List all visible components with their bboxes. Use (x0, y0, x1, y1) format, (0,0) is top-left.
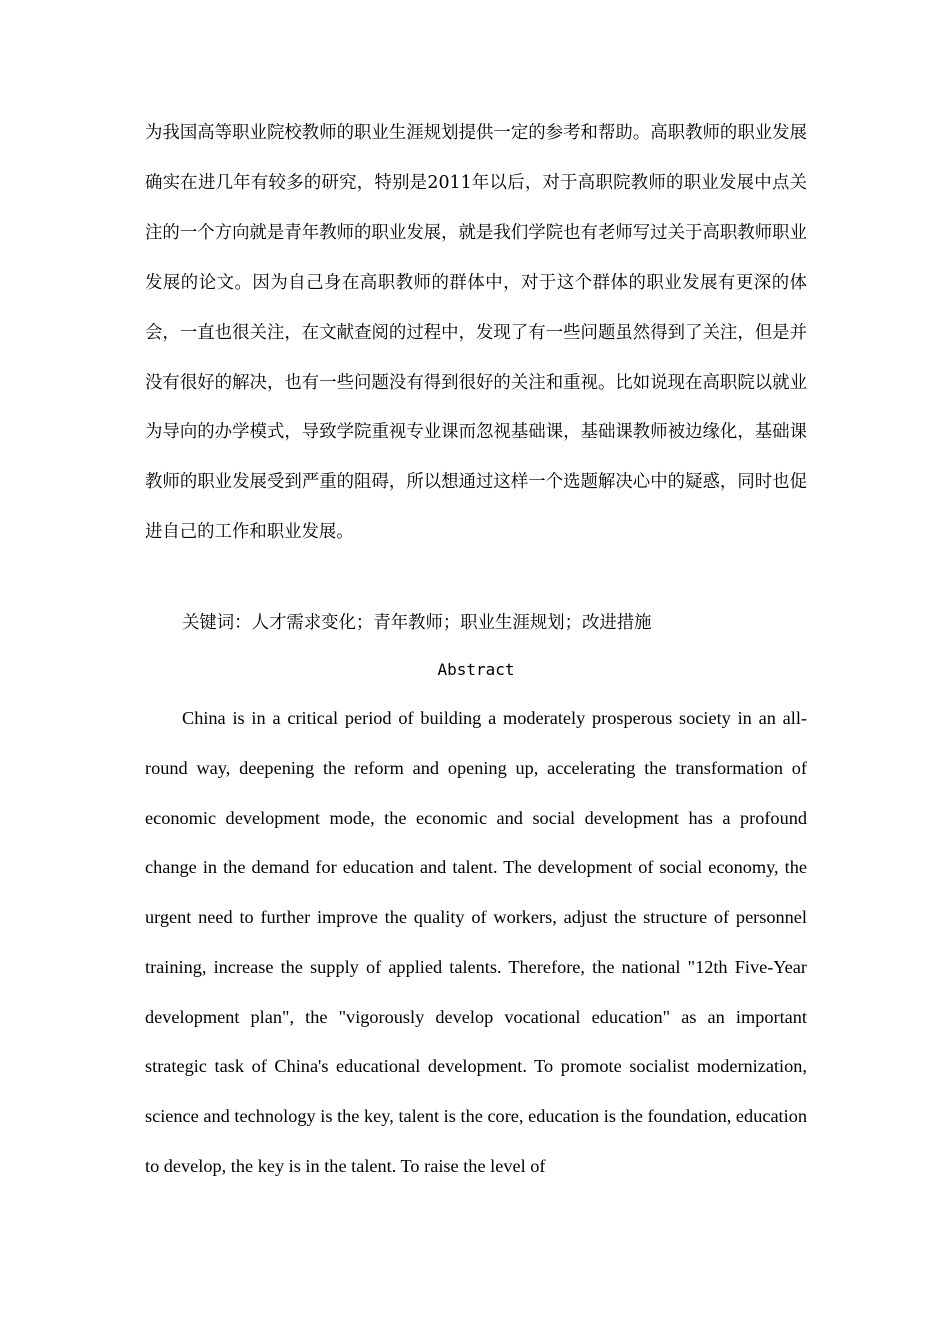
keywords-line (182, 603, 807, 643)
keywords-label: 关键词： (182, 613, 252, 633)
abstract-heading: Abstract (437, 660, 515, 679)
keywords-text: 人才需求变化；青年教师；职业生涯规划；改进措施 (251, 613, 652, 633)
chinese-body-paragraph: 为我国高等职业院校教师的职业生涯规划提供一定的参考和帮助。高职教师的职业发展确实在进几年有较多的研究，特别是2011年以后，对于高职院教师的职业发展中点关注的一个方向就是青年教师的职业发展，就是我们学院也有老师写过关于高职教师职业发展的论文。因为自己身在高职教师的群体中，对于这个群体的职业发展有更深的体会，一直也很关注，在文献查阅的过程中，发现了有一些问题虽然得到了关注，但是并没有很好的解决，也有一些问题没有得到很好的关注和重视。比如说现在高职院以就业为导向的办学模式，导致学院重视专业课而忽视基础课，基础课教师被边缘化，基础课教师的职业发展受到严重的阻碍，所以想通过这样一个选题解决心中的疑惑，同时也促进自己的工作和职业发展。 (145, 123, 807, 543)
english-abstract-paragraph: China is in a critical period of building a moderately prosperous society in an all-round way, deepening the reform and opening up, accelerating the transformation of economic development mode, the economic and social development has a profound change in the demand for education and talent. The development of social economy, the urgent need to further improve the quality of workers, adjust the structure of personnel training, increase the supply of applied talents. Therefore, the national "12th Five-Year development plan", the "vigorously develop vocational education" as an important strategic task of China's educational development. To promote socialist modernization, science and technology is the key, talent is the core, education is the foundation, education to develop, the key is in the talent. To raise the level of (145, 708, 807, 1176)
